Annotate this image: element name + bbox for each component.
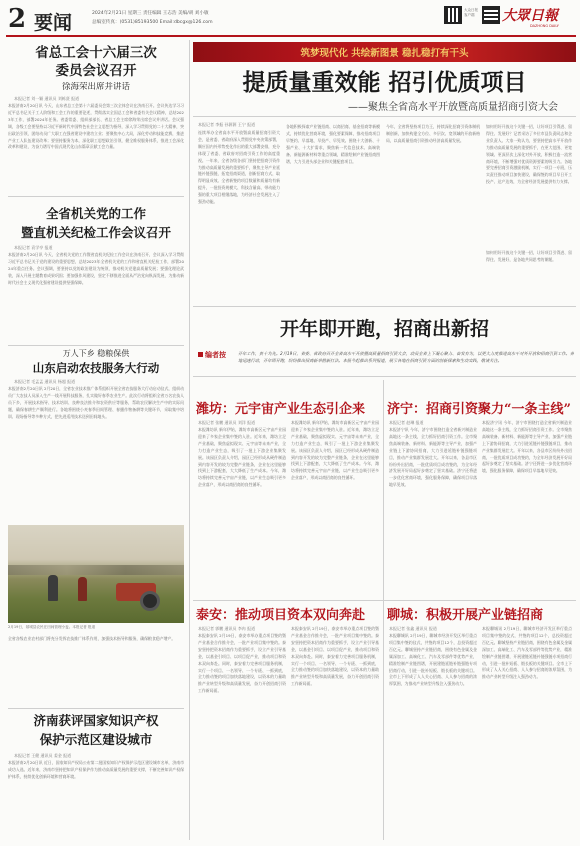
photo-person-1	[48, 575, 58, 601]
weifang-body-col-1: 本报潍坊讯 新年伊始，潍坊市高新区元宇宙产业园迎来了多家企业集中签约入驻。近年来，潍坊立足产业基础，聚焦虚拟现实、元宇宙等未来产业，全力打造产业生态，吸引了一批上下游企业集聚发展。该园区负责人介绍，园区已经形成从硬件制造到内容开发的较为完整产业链条，企业在这里能够找到上下游配套，大大降低了生产成本。今年，潍坊将持续完善元宇宙产业链，以产业生态吸引更多企业落户，形成以商招商的良性循环。	[198, 427, 286, 488]
a4-byline: 本报记者 王健 通讯员 姜金 报道	[14, 753, 72, 758]
a2-headline-2: 暨直机关纪检工作会议召开	[20, 225, 171, 240]
a3-headline: 山东启动农技服务大行动	[32, 361, 160, 375]
main-subhead: ——聚焦全省高水平开放暨高质量招商引资大会	[348, 102, 558, 113]
main-body-col-4b: 如何用好开放这个关键一招，让好项目引得进、留得住、发展好，是各地共同思考的课题。	[486, 250, 572, 262]
a1-headline-1: 省总工会十六届三次	[35, 45, 157, 61]
header-rule	[6, 35, 576, 37]
main-headline: 提质量重效能 招引优质项目	[242, 69, 527, 96]
sub-center-divider	[383, 380, 384, 840]
photo-tree-line	[8, 565, 184, 575]
a1-body: 本报济南2月20日讯 今天，山东省总工会第十六届委员会第三次全体会议在济南召开。会议传达学习习近平总书记关于工人阶级和工会工作的重要论述，贯彻落实全国总工会和省委有关会议精神，总结2023年工作，部署2024年任务。省委常委、组织部部长、省总工会主席徐海荣出席会议并讲话。会议强调，各级工会要坚持以习近平新时代中国特色社会主义思想为指导，深入学习贯彻党的二十大精神，突出政治引领，团结动员广大职工在强省建设中建功立业；要聚焦中心大局，深化劳动和技能竞赛，推进产业工人队伍建设改革；要坚持服务为本，深化职工思想政治引领，健全维权服务体系，推进工会深化改革和建设，为奋力谱写中国式现代化山东篇章贡献工会力量。	[8, 103, 184, 150]
main-body-col-4: 如何用好开放这个关键一招，让好项目引得进、留得住、发展好？记者采访了多位市县负责同志和企业负责人。大家一致认为，要坚持把高水平开放作为推动高质量发展的重要抓手，在更大范围、更宽领域、更深层次上深化对外开放，积极打造一流营商环境，不断增强对优质资源要素的吸引力。各地要完善招商引资激励机制，实行一项目一专班，压实责任推动项目加快建设，确保签约项目早日开工投产、达产达效，为全省经济发展提供有力支撑。	[486, 124, 572, 185]
page-header	[0, 0, 580, 40]
qr-code-left	[444, 6, 462, 24]
a3-byline: 本报记者 毛孟孟 通讯员 杨超 报道	[14, 379, 76, 384]
liaocheng-headline: 聊城：积极开展产业链招商	[387, 608, 544, 623]
liaocheng-body-col-2: 本报聊城讯 2月19日，聊城市经济开发区举行重点项目集中签约仪式，共签约项目12个，总投资超过百亿元。聊城坚持产业链招商，围绕有色金属及金属深加工、高端化工、汽车及零部件等优势产业，精准绘制产业链图谱，开展建链延链补链强链专项招商行动，引进一批补短板、锻长板的关键项目。全市上下形成了人人关心招商、人人参与招商的浓厚氛围，为推动产业转型升级注入强劲动力。	[482, 626, 572, 680]
sub-mid-rule	[193, 600, 576, 601]
jining-headline: 济宁：招商引资聚力“一条主线”	[387, 402, 571, 417]
editor-note-kicker: 编者按	[205, 351, 226, 359]
jining-body-col-2: 本报济宁讯 今年，济宁市围绕打造全省新兴制造业高地这一条主线，全力抓好招商引资工作。全市聚焦高端装备、新材料、新能源等主导产业，加强产业链上下游协同招商，大力引进延链补链强链项目，推动产业集群发展壮大。开年以来，各县市区纷纷外出招商，一批优质项目成功签约，为全年经济发展开好局起好步奠定了坚实基础。济宁还将进一步优化营商环境，强化服务保障，确保项目早落地早见效。	[482, 420, 572, 474]
weifang-body-col-2: 本报潍坊讯 新年伊始，潍坊市高新区元宇宙产业园迎来了多家企业集中签约入驻。近年来，潍坊立足产业基础，聚焦虚拟现实、元宇宙等未来产业，全力打造产业生态，吸引了一批上下游企业集聚发展。该园区负责人介绍，园区已经形成从硬件制造到内容开发的较为完整产业链条，企业在这里能够找到上下游配套，大大降低了生产成本。今年，潍坊将持续完善元宇宙产业链，以产业生态吸引更多企业落户，形成以商招商的良性循环。	[291, 420, 379, 481]
main-body-col-1: 连续举办全省高水平开放暨高质量招商引资大会，是省委、省政府深入贯彻党中央决策部署，顺应国内外形势变化作出的重大部署安排，充分体现了省委、省政府对招商引资工作的高度重视。一年来，全省各级各部门坚持把招商引资作为推动高质量发展的重要抓手，聚焦主导产业延链补链强链，拓宽招商渠道，创新招商方式，取得明显成效。全省新签约项目数量和质量均有新提升，一批投资规模大、科技含量高、带动能力强的重大项目相继落地，为经济社会发展注入了强劲动能。	[198, 130, 280, 205]
contact-line: 总编室传真：(0531)85193500 Email:dbcgx@126.com	[92, 20, 213, 25]
left-column-divider	[189, 40, 190, 840]
editor-note-rule	[193, 376, 576, 377]
a3-caption: 2月19日，郯城县农民在田间管理小麦。本报记者 报道	[8, 625, 96, 629]
farm-photo	[8, 525, 184, 623]
taian-headline: 泰安：推动项目资本双向奔赴	[196, 608, 366, 623]
jining-body-col-1: 本报济宁讯 今年，济宁市围绕打造全省新兴制造业高地这一条主线，全力抓好招商引资工作。全市聚焦高端装备、新材料、新能源等主导产业，加强产业链上下游协同招商，大力引进延链补链强链项目，推动产业集群发展壮大。开年以来，各县市区纷纷外出招商，一批优质项目成功签约，为全年经济发展开好局起好步奠定了坚实基础。济宁还将进一步优化营商环境，强化服务保障，确保项目早落地早见效。	[389, 427, 477, 488]
taian-byline: 本报记者 郭鹏 通讯员 李冉 报道	[198, 626, 256, 631]
main-body-col-3: 今年，全省将坚持项目为王，持续深化招商引资体制机制创新，加快构建全方位、多层次、宽领域的开放新格局，以高质量招商引资推动经济高质量发展。	[386, 124, 480, 143]
main-bottom-rule	[193, 306, 576, 307]
liaocheng-byline: 本报记者 张鑫 通讯员 报道	[389, 626, 437, 631]
a4-headline-2: 保护示范区建设城市	[39, 732, 153, 747]
editor-note-marker	[198, 352, 203, 357]
a4-headline-1: 济南获评国家知识产权	[33, 713, 159, 728]
a2-byline: 本报记者 袁学亭 报道	[14, 245, 53, 250]
a2-body: 本报济南2月20日讯 今天，全省机关党的工作暨省直机关纪检工作会议在济南召开，会议深入学习贯彻习近平总书记关于党的建设的重要思想，总结2023年全省机关党的工作和省直机关纪检工作，部署2024年重点任务。会议强调，要坚持以党的政治建设为统领，推动机关党建高质量发展；要强化理论武装，深入开展主题教育成果巩固；要加强作风建设，坚定不移推进全面从严治党向纵深发展，为推动新时代社会主义现代化强省建设提供坚强保障。	[8, 252, 184, 285]
weifang-headline: 潍坊：元宇宙产业生态引企来	[196, 402, 366, 417]
main-byline: 本报记者 李振 孙源源 王宁 报道	[198, 122, 256, 127]
page-number: 2	[8, 4, 27, 34]
main-body-col-2: 各地积极探索产业链招商、以商招商、基金招商等新模式，持续优化营商环境，强化要素保障，推动招商项目早签约、早落地、早投产、早见效。围绕十大创新、十强产业、十大扩需求，聚焦新一代信息技术、高端装备、新能源新材料等重点领域，精准绘制产业链招商图谱，大力引进头部企业和关键配套项目。	[286, 124, 380, 164]
a1-rule	[8, 196, 184, 197]
banner-tagline: 筑梦现代化 共绘新图景 稳扎稳打有干头	[300, 48, 469, 59]
a1-subhead: 徐海荣出席并讲话	[61, 82, 130, 92]
photo-tractor-wheel	[140, 591, 160, 611]
liaocheng-body-col-1: 本报聊城讯 2月19日，聊城市经济开发区举行重点项目集中签约仪式，共签约项目12个，总投资超过百亿元。聊城坚持产业链招商，围绕有色金属及金属深加工、高端化工、汽车及零部件等优势产业，精准绘制产业链图谱，开展建链延链补链强链专项招商行动，引进一批补短板、锻长板的关键项目。全市上下形成了人人关心招商、人人参与招商的浓厚氛围，为推动产业转型升级注入强劲动力。	[389, 633, 477, 687]
a3-body: 本报济南2月20日讯 2月20日，全省农业技术推广体系组织开展全省农技服务大行动启动仪式，组织动员广大农技人员深入生产一线开展科技服务，扎实做好春季农业生产。此次行动将组织全省万名农技人员下乡，开展技术指导、技术培训、良种良法推介和农资供应等服务，帮助农民解决生产中的实际问题，确保春耕生产顺利进行。各地将围绕小麦春季田间管理、春播作物备耕等关键环节，采取集中培训、现场指导等多种方式，把先进适用技术送到田间地头。	[8, 386, 184, 419]
date-line: 2024年2月21日 星期三 责任编辑 王志浩 美编/胡 刘小敏	[92, 11, 209, 16]
a1-headline-2: 委员会议召开	[55, 63, 137, 79]
sub-headline: 开年即开跑，招商出新招	[279, 318, 489, 340]
jining-byline: 本报记者 赵琳 报道	[389, 420, 424, 425]
section-name: 要闻	[34, 12, 73, 34]
photo-person-2	[78, 577, 87, 601]
editor-note-body: 开年工作，贵十为先。2月19日，省委、省政府召开全省高水平开放暨高质量招商引资大会，动员全省上下凝心聚力、奋发有为，以更大力度推进高水平对外开放和招商引资工作。各地迅速行动，开年即开跑，纷纷推出招商新举措新打法。本报今起推出系列报道，展示各地在招商引资方面的创新探索和生动实践，敬请关注。	[238, 351, 574, 363]
masthead-logo: 大眾日報	[502, 8, 558, 24]
masthead-small: DAZHONG DAILY	[530, 24, 559, 28]
a2-headline-1: 全省机关党的工作	[45, 206, 146, 221]
qr-code-right	[482, 6, 500, 24]
a3-kicker: 万人下乡 稳粮保供	[62, 349, 130, 358]
weifang-byline: 本报记者 张鹏 通讯员 刘洋 报道	[198, 420, 256, 425]
taian-body-col-2: 本报泰安讯 2月19日，泰安市举办重点项目签约暨产业基金合作推介会，一批产业项目集中签约。泰安坚持把资本招商作为重要抓手，设立产业引导基金，以基金引项目、以项目促产业，推动项目和资本双向奔赴。同时，泰安着力完善项目服务机制，实行一个项目、一名领导、一个专班、一抓到底，全力推动签约项目加快落地建设，以资本的力量助推产业转型升级和高质量发展，奋力开创招商引资工作新局面。	[291, 626, 379, 687]
a4-body: 本报济南2月20日讯 近日，国家知识产权局公布第二批国家知识产权保护示范区建设城市名单，济南市成功入选。近年来，济南市坚持把知识产权保护作为推动高质量发展的重要支撑，不断完善知识产权保护体系，持续优化创新环境和营商环境。	[8, 760, 184, 779]
a3-body-2: 全省各级农业农村部门将充分发挥农技推广体系作用，加强技术指导和服务，确保粮食稳产增产。	[8, 636, 176, 641]
qr-left-label: 大众日报 客户端	[464, 8, 478, 17]
a2-rule	[8, 345, 184, 346]
taian-body-col-1: 本报泰安讯 2月19日，泰安市举办重点项目签约暨产业基金合作推介会，一批产业项目集中签约。泰安坚持把资本招商作为重要抓手，设立产业引导基金，以基金引项目、以项目促产业，推动项目和资本双向奔赴。同时，泰安着力完善项目服务机制，实行一个项目、一名领导、一个专班、一抓到底，全力推动签约项目加快落地建设，以资本的力量助推产业转型升级和高质量发展，奋力开创招商引资工作新局面。	[198, 633, 286, 694]
a1-byline: 本报记者 刘一颖 通讯员 刘栋贤 报道	[14, 96, 80, 101]
main-head-rule	[193, 116, 576, 117]
a3-rule	[8, 708, 184, 709]
